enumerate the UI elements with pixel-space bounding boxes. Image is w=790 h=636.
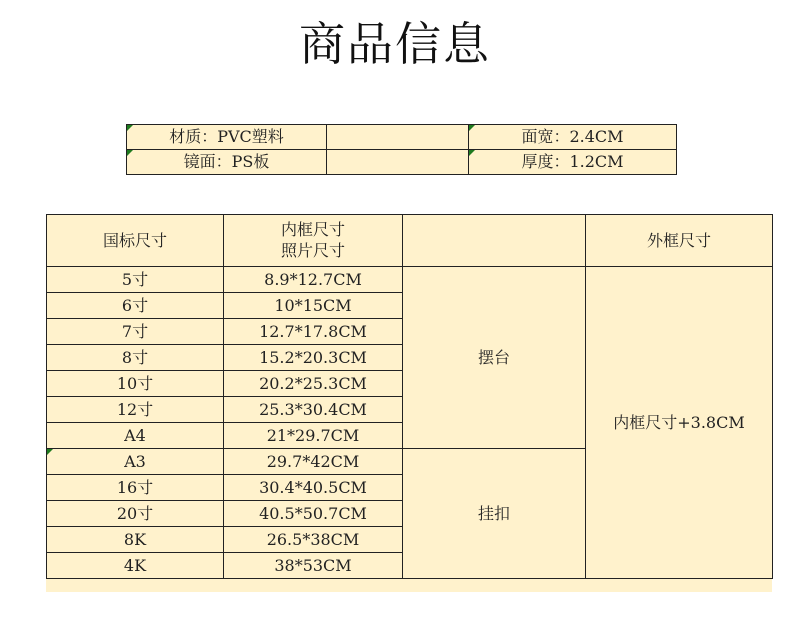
table-header-row xyxy=(47,215,773,267)
dim-cell: 29.7*42CM xyxy=(224,449,403,475)
header-national-size: 国标尺寸 xyxy=(47,215,224,267)
header-outer-size: 外框尺寸 xyxy=(586,215,773,267)
mirror-cell: 镜面：PS板 xyxy=(127,150,327,175)
dim-cell: 26.5*38CM xyxy=(224,527,403,553)
size-cell: 6寸 xyxy=(47,293,224,319)
empty-cell xyxy=(327,125,469,150)
page-title: 商品信息 xyxy=(299,17,491,71)
thickness-cell: 厚度：1.2CM xyxy=(469,150,677,175)
material-cell: 材质：PVC塑料 xyxy=(127,125,327,150)
size-cell: 16寸 xyxy=(47,475,224,501)
table-row xyxy=(47,267,773,293)
outer-value-cell: 内框尺寸+3.8CM xyxy=(586,267,773,579)
bottom-strip xyxy=(46,579,772,592)
group-stand-cell: 摆台 xyxy=(403,267,586,449)
size-cell: 10寸 xyxy=(47,371,224,397)
material-info-table xyxy=(126,124,677,175)
dim-cell: 21*29.7CM xyxy=(224,423,403,449)
size-cell: A3 xyxy=(47,449,224,475)
header-type xyxy=(403,215,586,267)
info-row xyxy=(127,150,677,175)
size-cell: 7寸 xyxy=(47,319,224,345)
size-cell: 4K xyxy=(47,553,224,579)
dim-cell: 20.2*25.3CM xyxy=(224,371,403,397)
width-cell: 面宽：2.4CM xyxy=(469,125,677,150)
header-inner-line2: 照片尺寸 xyxy=(280,241,345,260)
dim-cell: 10*15CM xyxy=(224,293,403,319)
group-hang-cell: 挂扣 xyxy=(403,449,586,579)
size-table xyxy=(46,214,773,579)
dim-cell: 12.7*17.8CM xyxy=(224,319,403,345)
size-cell: 12寸 xyxy=(47,397,224,423)
size-cell: A4 xyxy=(47,423,224,449)
size-cell: 5寸 xyxy=(47,267,224,293)
info-row xyxy=(127,125,677,150)
dim-cell: 25.3*30.4CM xyxy=(224,397,403,423)
dim-cell: 15.2*20.3CM xyxy=(224,345,403,371)
header-inner-line1: 内框尺寸 xyxy=(280,220,345,240)
dim-cell: 8.9*12.7CM xyxy=(224,267,403,293)
dim-cell: 40.5*50.7CM xyxy=(224,501,403,527)
size-cell: 8寸 xyxy=(47,345,224,371)
size-cell: 20寸 xyxy=(47,501,224,527)
size-cell: 8K xyxy=(47,527,224,553)
empty-cell xyxy=(327,150,469,175)
header-inner-size xyxy=(224,215,403,267)
dim-cell: 38*53CM xyxy=(224,553,403,579)
dim-cell: 30.4*40.5CM xyxy=(224,475,403,501)
